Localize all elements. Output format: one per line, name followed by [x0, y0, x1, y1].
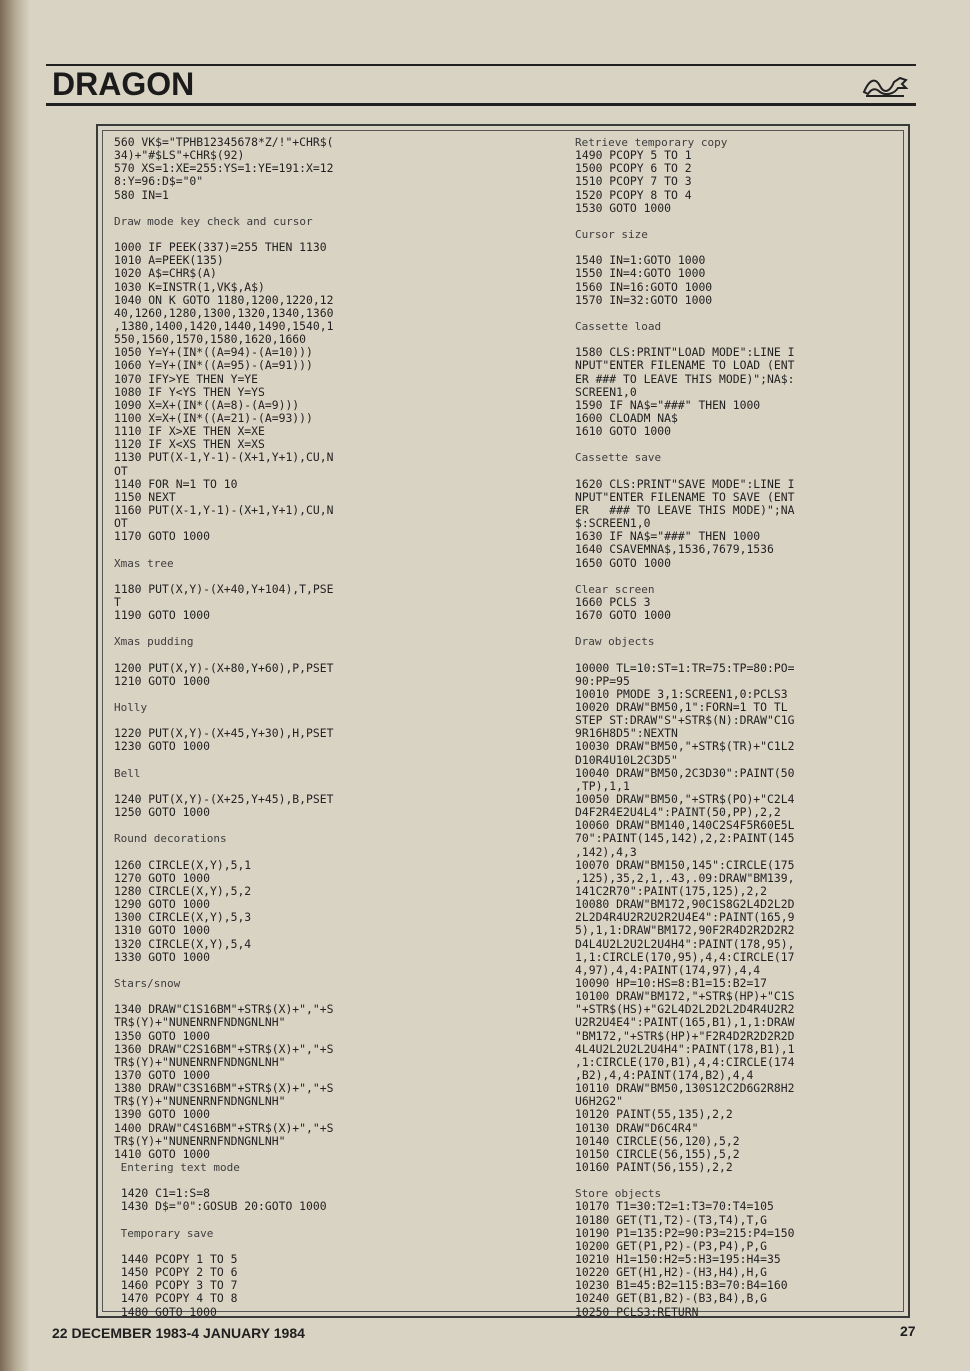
listing-code-line: 1510 PCOPY 7 TO 3 [575, 174, 692, 189]
listing-code-line: 8:Y=96:D$="0" [114, 174, 204, 189]
listing-code-line: 1030 K=INSTR(1,VK$,A$) [114, 279, 265, 294]
listing-code-line: 560 VK$="TPHB12345678*Z/!"+CHR$( [114, 135, 334, 149]
issue-date: 22 DECEMBER 1983-4 JANUARY 1984 [52, 1325, 305, 1341]
listing-right-column [575, 136, 905, 1319]
listing-section-heading: Store objects [575, 1187, 662, 1201]
listing-code-line: U6H2G2" [575, 1094, 624, 1109]
listing-code-line: 1350 GOTO 1000 [114, 1028, 211, 1043]
listing-code-line: SCREEN1,0 [575, 384, 637, 399]
listing-code-line: 1040 ON K GOTO 1180,1200,1220,12 [114, 292, 334, 307]
listing-code-line: 1100 X=X+(IN*((A=21)-(A=93))) [114, 410, 313, 425]
listing-section-heading: Temporary save [114, 1226, 214, 1240]
listing-code-line: 1220 PUT(X,Y)-(X+45,Y+30),H,PSET [114, 726, 334, 741]
listing-code-line [575, 307, 905, 320]
listing-code-line: 10040 DRAW"BM50,2C3D30":PAINT(50 [575, 765, 795, 780]
listing-section-heading: Bell [114, 766, 141, 780]
listing-code-line [114, 688, 494, 701]
listing-code-line: 1550 IN=4:GOTO 1000 [575, 266, 706, 281]
listing-section-heading: Draw objects [575, 635, 655, 649]
dragon-logo-icon [860, 72, 910, 98]
listing-left-column [114, 136, 494, 1319]
listing-code-line [114, 202, 494, 215]
listing-code-line: ,142),4,3 [575, 844, 637, 859]
listing-code-line [114, 754, 494, 767]
listing-code-line: 1070 IFY>YE THEN Y=YE [114, 371, 259, 386]
listing-code-line: 10150 CIRCLE(56,155),5,2 [575, 1146, 740, 1161]
listing-code-line: TR$(Y)+"NUNENRNFNDNGNLNH" [114, 1015, 286, 1030]
listing-code-line [114, 964, 494, 977]
listing-code-line: D10R4U10L2C3D5" [575, 752, 678, 767]
listing-code-line: 90:PP=95 [575, 673, 630, 688]
listing-code-line: NPUT"ENTER FILENAME TO SAVE (ENT [575, 489, 795, 504]
listing-code-line: 1170 GOTO 1000 [114, 529, 211, 544]
listing-code-line: 1450 PCOPY 2 TO 6 [114, 1265, 238, 1280]
listing-code-line: 1140 FOR N=1 TO 10 [114, 476, 238, 491]
listing-code-line: 10080 DRAW"BM172,90C1S8G2L4D2L2D [575, 897, 795, 912]
listing-code-line: U2R2U4E4":PAINT(165,B1),1,1:DRAW [575, 1015, 795, 1030]
listing-code-line: 34)+"#$LS"+CHR$(92) [114, 148, 245, 163]
listing-code-line: ER ### TO LEAVE THIS MODE)";NA$: [575, 371, 795, 386]
listing-code-line: 10140 CIRCLE(56,120),5,2 [575, 1133, 740, 1148]
listing-code-line: 2L2D4R4U2R2U2R2U4E4":PAINT(165,9 [575, 910, 795, 925]
listing-code-line [575, 648, 905, 661]
listing-code-line: 1130 PUT(X-1,Y-1)-(X+1,Y+1),CU,N [114, 450, 334, 465]
listing-code-line: 1340 DRAW"C1S16BM"+STR$(X)+","+S [114, 1002, 334, 1017]
listing-code-line: 1670 GOTO 1000 [575, 608, 672, 623]
listing-code-line: 1640 CSAVEMNA$,1536,7679,1536 [575, 542, 774, 557]
listing-code-line: ,1:CIRCLE(170,B1),4,4:CIRCLE(174 [575, 1054, 795, 1069]
listing-section-heading: Holly [114, 701, 148, 715]
listing-code-line: 10160 PAINT(56,155),2,2 [575, 1159, 733, 1174]
listing-code-line: 1570 IN=32:GOTO 1000 [575, 292, 713, 307]
listing-code-line: ,1380,1400,1420,1440,1490,1540,1 [114, 318, 334, 333]
listing-section-heading: Xmas tree [114, 556, 174, 570]
listing-section-heading: Retrieve temporary copy [575, 136, 728, 149]
listing-code-line: "+STR$(HS)+"G2L4D2L2D2L2D4R4U2R2 [575, 1002, 795, 1017]
listing-code-line: 1300 CIRCLE(X,Y),5,3 [114, 910, 252, 925]
listing-code-line: 1420 C1=1:S=8 [114, 1186, 211, 1201]
listing-code-line: 1320 CIRCLE(X,Y),5,4 [114, 936, 252, 951]
listing-code-line: TR$(Y)+"NUNENRNFNDNGNLNH" [114, 1133, 286, 1148]
listing-code-line: 10130 DRAW"D6C4R4" [575, 1120, 699, 1135]
listing-code-line [114, 846, 494, 859]
listing-code-line: 10000 TL=10:ST=1:TR=75:TP=80:PO= [575, 660, 795, 675]
listing-code-line [575, 465, 905, 478]
listing-code-line: 10210 H1=150:H2=5:H3=195:H4=35 [575, 1251, 781, 1266]
listing-code-line: 1210 GOTO 1000 [114, 673, 211, 688]
listing-section-heading: Draw mode key check and cursor [114, 214, 313, 228]
listing-code-line: 1010 A=PEEK(135) [114, 253, 224, 268]
listing-code-line: 4L4U2L2U2L2U4H4":PAINT(178,B1),1 [575, 1041, 795, 1056]
listing-code-line: 1560 IN=16:GOTO 1000 [575, 279, 713, 294]
section-title: DRAGON [52, 66, 195, 102]
listing-code-line: 70":PAINT(145,142),2,2:PAINT(145 [575, 831, 795, 846]
listing-code-line: 10090 HP=10:HS=8:B1=15:B2=17 [575, 976, 768, 990]
listing-code-line: 10200 GET(P1,P2)-(P3,P4),P,G [575, 1238, 768, 1253]
listing-section-heading: Entering text mode [114, 1160, 240, 1174]
listing-code-line [114, 819, 494, 832]
listing-code-line: 1050 Y=Y+(IN*((A=94)-(A=10))) [114, 345, 313, 360]
listing-code-line: TR$(Y)+"NUNENRNFNDNGNLNH" [114, 1094, 286, 1109]
header-rule-bottom [46, 103, 916, 106]
listing-code-line: 1470 PCOPY 4 TO 8 [114, 1291, 238, 1306]
listing-code-line: 1280 CIRCLE(X,Y),5,2 [114, 884, 252, 899]
listing-code-line: 1440 PCOPY 1 TO 5 [114, 1251, 238, 1266]
listing-code-line: 5),1,1:DRAW"BM172,90F2R4D2R2D2R2 [575, 923, 795, 938]
listing-code-line: TR$(Y)+"NUNENRNFNDNGNLNH" [114, 1054, 286, 1069]
listing-code-line: 1240 PUT(X,Y)-(X+25,Y+45),B,PSET [114, 792, 334, 807]
listing-code-line: OT [114, 463, 128, 478]
listing-code-line: 1250 GOTO 1000 [114, 805, 211, 820]
listing-code-line: 1,1:CIRCLE(170,95),4,4:CIRCLE(17 [575, 949, 795, 964]
listing-code-line: 1180 PUT(X,Y)-(X+40,Y+104),T,PSE [114, 581, 334, 596]
listing-code-line: 1110 IF X>XE THEN X=XE [114, 424, 265, 439]
listing-code-line: 1120 IF X<XS THEN X=XS [114, 437, 265, 452]
listing-code-line: OT [114, 516, 128, 531]
listing-code-line [114, 570, 494, 583]
listing-code-line: 1600 CLOADM NA$ [575, 410, 678, 425]
listing-code-line: 10230 B1=45:B2=115:B3=70:B4=160 [575, 1278, 788, 1293]
listing-code-line: 1000 IF PEEK(337)=255 THEN 1130 [114, 240, 327, 255]
listing-code-line: 580 IN=1 [114, 187, 169, 202]
listing-code-line [575, 438, 905, 451]
listing-code-line: 1620 CLS:PRINT"SAVE MODE":LINE I [575, 476, 795, 491]
listing-code-line: 40,1260,1280,1300,1320,1340,1360 [114, 305, 334, 320]
listing-code-line: 1080 IF Y<YS THEN Y=YS [114, 384, 265, 399]
listing-code-line: 141C2R70":PAINT(175,125),2,2 [575, 884, 768, 899]
listing-code-line: ,125),35,2,1,.43,.09:DRAW"BM139, [575, 870, 795, 885]
listing-code-line: $:SCREEN1,0 [575, 516, 651, 531]
listing-code-line [114, 1214, 494, 1227]
listing-code-line: D4F2R4E2U4L4":PAINT(50,PP),2,2 [575, 805, 781, 820]
listing-code-line: 570 XS=1:XE=255:YS=1:YE=191:X=12 [114, 161, 334, 176]
listing-code-line: 10250 PCLS3:RETURN [575, 1304, 699, 1319]
listing-code-line: 10060 DRAW"BM140,140C2S4F5R60E5L [575, 818, 795, 833]
listing-code-line: 1520 PCOPY 8 TO 4 [575, 187, 692, 202]
listing-code-line: ,TP),1,1 [575, 778, 630, 793]
listing-code-line: 10120 PAINT(55,135),2,2 [575, 1107, 733, 1122]
listing-code-line: 1260 CIRCLE(X,Y),5,1 [114, 857, 252, 872]
listing-code-line: 1540 IN=1:GOTO 1000 [575, 253, 706, 268]
listing-code-line: 1660 PCLS 3 [575, 594, 651, 609]
listing-code-line: 4,97),4,4:PAINT(174,97),4,4 [575, 962, 761, 977]
listing-code-line: 1200 PUT(X,Y)-(X+80,Y+60),P,PSET [114, 660, 334, 675]
listing-code-line: 10100 DRAW"BM172,"+STR$(HP)+"C1S [575, 989, 795, 1004]
listing-code-line: 1590 IF NA$="###" THEN 1000 [575, 397, 761, 412]
listing-code-line [575, 622, 905, 635]
listing-code-line: 10190 P1=135:P2=90:P3=215:P4=150 [575, 1225, 795, 1240]
listing-code-line: 1530 GOTO 1000 [575, 200, 672, 215]
listing-code-line: 1380 DRAW"C3S16BM"+STR$(X)+","+S [114, 1081, 334, 1096]
listing-code-line: 1490 PCOPY 5 TO 1 [575, 148, 692, 163]
listing-code-line [114, 648, 494, 661]
listing-code-line: 1430 D$="0":GOSUB 20:GOTO 1000 [114, 1199, 327, 1214]
listing-section-heading: Round decorations [114, 832, 227, 846]
page-number: 27 [900, 1323, 916, 1339]
listing-code-line [575, 1174, 905, 1187]
listing-code-line: 550,1560,1570,1580,1620,1660 [114, 332, 307, 347]
listing-code-line: 1150 NEXT [114, 489, 176, 504]
listing-code-line [114, 543, 494, 556]
listing-code-line: 1630 IF NA$="###" THEN 1000 [575, 529, 761, 544]
listing-code-line: 10070 DRAW"BM150,145":CIRCLE(175 [575, 857, 795, 872]
listing-code-line: 1020 A$=CHR$(A) [114, 266, 217, 281]
listing-code-line: 10170 T1=30:T2=1:T3=70:T4=105 [575, 1199, 774, 1214]
listing-code-line: 1650 GOTO 1000 [575, 555, 672, 570]
listing-code-line: 1230 GOTO 1000 [114, 739, 211, 754]
listing-code-line [575, 570, 905, 583]
listing-code-line: 10010 PMODE 3,1:SCREEN1,0:PCLS3 [575, 686, 788, 701]
listing-code-line: T [114, 594, 121, 609]
listing-code-line: ,B2),4,4:PAINT(174,B2),4,4 [575, 1067, 754, 1082]
listing-code-line: 1160 PUT(X-1,Y-1)-(X+1,Y+1),CU,N [114, 502, 334, 517]
listing-code-line: 10030 DRAW"BM50,"+STR$(TR)+"C1L2 [575, 739, 795, 754]
listing-code-line: 1190 GOTO 1000 [114, 608, 211, 623]
listing-code-line: 10020 DRAW"BM50,1":FORN=1 TO TL [575, 700, 788, 715]
listing-code-line [575, 215, 905, 228]
listing-code-line: 9R16H8D5":NEXTN [575, 726, 678, 741]
listing-code-line: NPUT"ENTER FILENAME TO LOAD (ENT [575, 358, 795, 373]
listing-section-heading: Cassette load [575, 319, 662, 333]
listing-code-line: 1290 GOTO 1000 [114, 897, 211, 912]
listing-code-line: 1370 GOTO 1000 [114, 1067, 211, 1082]
listing-code-line: 1480 GOTO 1000 [114, 1304, 217, 1319]
listing-code-line: 1400 DRAW"C4S16BM"+STR$(X)+","+S [114, 1120, 334, 1135]
listing-code-line: 1060 Y=Y+(IN*((A=95)-(A=91))) [114, 358, 313, 373]
listing-code-line: 10240 GET(B1,B2)-(B3,B4),B,G [575, 1291, 768, 1306]
listing-code-line: STEP ST:DRAW"S"+STR$(N):DRAW"C1G [575, 713, 795, 728]
listing-code-line: 1390 GOTO 1000 [114, 1107, 211, 1122]
page-binding-shadow [0, 0, 30, 1371]
listing-code-line: 1580 CLS:PRINT"LOAD MODE":LINE I [575, 345, 795, 360]
listing-code-line [114, 622, 494, 635]
listing-code-line: 1460 PCOPY 3 TO 7 [114, 1278, 238, 1293]
listing-code-line: 1610 GOTO 1000 [575, 424, 672, 439]
listing-code-line: 1500 PCOPY 6 TO 2 [575, 161, 692, 176]
listing-code-line: D4L4U2L2U2L2U4H4":PAINT(178,95), [575, 936, 795, 951]
listing-section-heading: Cursor size [575, 227, 648, 241]
listing-code-line: 10050 DRAW"BM50,"+STR$(PO)+"C2L4 [575, 792, 795, 807]
listing-code-line: 1330 GOTO 1000 [114, 949, 211, 964]
listing-section-heading: Clear screen [575, 582, 655, 596]
listing-section-heading: Stars/snow [114, 977, 181, 990]
listing-section-heading: Cassette save [575, 451, 662, 465]
listing-code-line: 1270 GOTO 1000 [114, 870, 211, 885]
listing-code-line: 1090 X=X+(IN*((A=8)-(A=9))) [114, 397, 300, 412]
listing-code-line: 1310 GOTO 1000 [114, 923, 211, 938]
listing-section-heading: Xmas pudding [114, 635, 194, 649]
listing-code-line: 1360 DRAW"C2S16BM"+STR$(X)+","+S [114, 1041, 334, 1056]
listing-code-line: 1410 GOTO 1000 [114, 1146, 211, 1161]
listing-code-line: 10220 GET(H1,H2)-(H3,H4),H,G [575, 1265, 768, 1280]
listing-code-line: 10180 GET(T1,T2)-(T3,T4),T,G [575, 1212, 768, 1227]
listing-code-line: "BM172,"+STR$(HP)+"F2R4D2R2D2R2D [575, 1028, 795, 1043]
listing-code-line [114, 1240, 494, 1253]
listing-code-line: ER ### TO LEAVE THIS MODE)";NA [575, 502, 795, 517]
listing-code-line: 10110 DRAW"BM50,130S12C2D6G2R8H2 [575, 1081, 795, 1096]
